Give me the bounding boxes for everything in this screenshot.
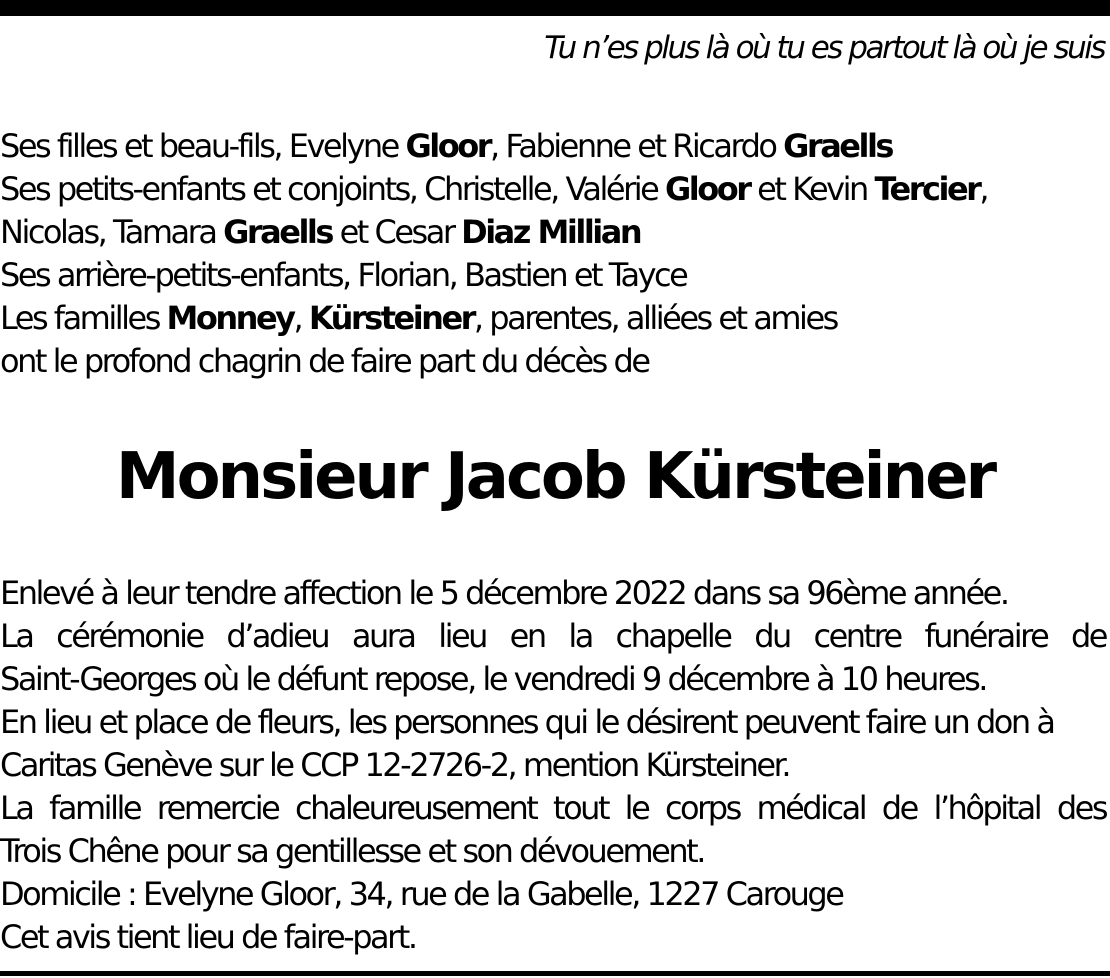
family-line-great-grandchildren: Ses arrière-petits-enfants, Florian, Bastien et Tayce — [0, 256, 687, 294]
surname: Gloor — [405, 127, 491, 165]
family-line-announcement: ont le profond chagrin de faire part du décès de — [0, 342, 649, 380]
word: chaleureusement — [295, 789, 537, 827]
word: famille — [49, 789, 141, 827]
details-ceremony-cont: Saint-Georges où le défunt repose, le vendredi 9 décembre à 10 heures. — [0, 660, 986, 698]
word: de — [1070, 617, 1106, 655]
word: tout — [553, 789, 608, 827]
obituary-details — [0, 572, 1110, 959]
surname: Diaz Millian — [461, 213, 641, 251]
top-border-rule — [0, 0, 1110, 16]
family-line-families: Les familles Monney, Kürsteiner, parentes, alliées et amies — [0, 299, 837, 337]
word: la — [568, 617, 592, 655]
word: chapelle — [615, 617, 731, 655]
word: du — [754, 617, 790, 655]
deceased-name: Monsieur Jacob Kürsteiner — [115, 440, 995, 514]
details-address: Domicile : Evelyne Gloor, 34, rue de la Gabelle, 1227 Carouge — [0, 875, 843, 913]
details-notice: Cet avis tient lieu de faire-part. — [0, 918, 416, 956]
details-ceremony — [0, 615, 1106, 658]
family-announcement — [0, 125, 987, 383]
word: La — [0, 789, 33, 827]
word: des — [1056, 789, 1106, 827]
word: médical — [756, 789, 866, 827]
word: centre — [813, 617, 901, 655]
details-donation: En lieu et place de fleurs, les personnes qui le désirent peuvent faire un don à — [0, 703, 1054, 741]
word: d’adieu — [226, 617, 329, 655]
word: aura — [351, 617, 415, 655]
word: l’hôpital — [933, 789, 1041, 827]
word: funéraire — [924, 617, 1048, 655]
family-line-grandchildren-cont: Nicolas, Tamara Graells et Cesar Diaz Millian — [0, 213, 641, 251]
details-donation-cont: Caritas Genève sur le CCP 12-2726-2, mention Kürsteiner. — [0, 746, 789, 784]
details-death-date: Enlevé à leur tendre affection le 5 décembre 2022 dans sa 96ème année. — [0, 574, 1008, 612]
word: remercie — [156, 789, 279, 827]
word: corps — [664, 789, 740, 827]
bottom-border-rule — [0, 971, 1110, 976]
details-thanks — [0, 787, 1106, 830]
word: de — [881, 789, 917, 827]
word: La — [0, 617, 33, 655]
surname: Tercier — [874, 170, 980, 208]
surname: Graells — [783, 127, 892, 165]
family-line-grandchildren: Ses petits-enfants et conjoints, Christelle, Valérie Gloor et Kevin Tercier, — [0, 170, 988, 208]
family-line-daughters: Ses filles et beau-fils, Evelyne Gloor, Fabienne et Ricardo Graells — [0, 127, 892, 165]
word: en — [509, 617, 545, 655]
word: le — [624, 789, 649, 827]
word: lieu — [438, 617, 486, 655]
surname: Monney — [166, 299, 294, 337]
word: cérémonie — [56, 617, 203, 655]
details-thanks-cont: Trois Chêne pour sa gentillesse et son dévouement. — [0, 832, 704, 870]
surname: Kürsteiner — [308, 299, 474, 337]
epigraph-quote: Tu n’es plus là où tu es partout là où je suis — [544, 30, 1104, 66]
surname: Gloor — [665, 170, 750, 208]
surname: Graells — [223, 213, 332, 251]
